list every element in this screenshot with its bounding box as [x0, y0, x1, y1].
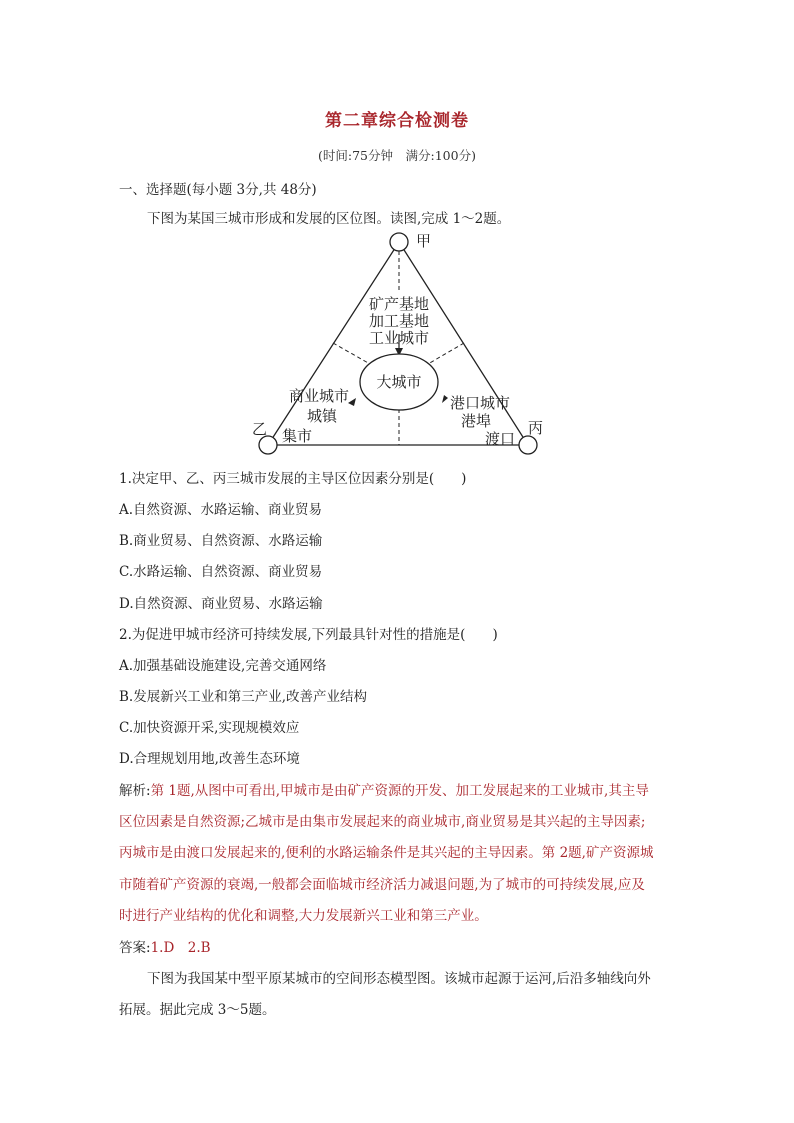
q1-option-a: A.自然资源、水路运输、商业贸易 — [119, 502, 323, 518]
answer-line — [119, 936, 211, 956]
section-heading: 一、选择题(每小题 3分,共 48分) — [119, 182, 317, 198]
right-label-3: 渡口 — [484, 430, 516, 448]
q2-option-a: A.加强基础设施建设,完善交通网络 — [119, 658, 327, 674]
analysis-line-4: 市随着矿产资源的衰竭,一般都会面临城市经济活力减退问题,为了城市的可持续发展,应及 — [119, 877, 645, 893]
analysis-text-1: 第 1题,从图中可看出,甲城市是由矿产资源的开发、加工发展起来的工业城市,其主导 — [150, 783, 649, 799]
q1-option-b: B.商业贸易、自然资源、水路运输 — [119, 533, 323, 549]
analysis-line-2: 区位因素是自然资源;乙城市是由集市发展起来的商业城市,商业贸易是其兴起的主导因素; — [119, 814, 646, 830]
analysis-line-3: 丙城市是由渡口发展起来的,便利的水路运输条件是其兴起的主导因素。第 2题,矿产资源城 — [119, 845, 654, 861]
intro-text: 下图为某国三城市形成和发展的区位图。读图,完成 1～2题。 — [147, 211, 511, 227]
top-city-label: 甲 — [416, 232, 432, 250]
dashed-line-right — [428, 343, 464, 364]
top-label-2: 加工基地 — [368, 312, 430, 330]
q2-option-d: D.合理规划用地,改善生态环境 — [119, 751, 300, 767]
q2-option-b: B.发展新兴工业和第三产业,改善产业结构 — [119, 689, 368, 705]
right-city-label: 丙 — [528, 419, 544, 437]
question-2-stem: 2.为促进甲城市经济可持续发展,下列最具针对性的措施是( ) — [119, 627, 498, 643]
analysis-line-5: 时进行产业结构的优化和调整,大力发展新兴工业和第三产业。 — [119, 908, 488, 924]
page-title: 第二章综合检测卷 — [325, 111, 469, 131]
answer-label: 答案: — [119, 940, 151, 956]
q2-option-c: C.加快资源开采,实现规模效应 — [119, 720, 300, 736]
city-location-diagram — [250, 226, 550, 462]
right-label-1: 港口城市 — [449, 394, 511, 412]
left-city-label: 乙 — [252, 420, 268, 438]
analysis-label: 解析: — [119, 783, 151, 799]
answer-text: 1.D 2.B — [150, 940, 211, 956]
question-1-stem: 1.决定甲、乙、丙三城市发展的主导区位因素分别是( ) — [119, 471, 467, 487]
intro-2-line-1: 下图为我国某中型平原某城市的空间形态模型图。该城市起源于运河,后沿多轴线向外 — [147, 971, 651, 987]
analysis-line-1 — [119, 779, 649, 799]
left-label-3: 集市 — [281, 427, 313, 445]
city-circle-left — [259, 436, 277, 454]
exam-info: (时间:75分钟 满分:100分) — [318, 148, 476, 163]
center-label: 大城市 — [376, 373, 422, 391]
arrow-head-left — [348, 398, 356, 406]
top-label-3: 工业城市 — [368, 329, 430, 347]
intro-2-line-2: 拓展。据此完成 3～5题。 — [119, 1002, 276, 1018]
right-label-2: 港埠 — [460, 412, 492, 430]
left-label-2: 城镇 — [306, 407, 338, 425]
q1-option-c: C.水路运输、自然资源、商业贸易 — [119, 564, 323, 580]
arrow-head-right — [442, 395, 448, 403]
left-label-1: 商业城市 — [288, 387, 350, 405]
dashed-line-left — [333, 343, 370, 364]
q1-option-d: D.自然资源、商业贸易、水路运输 — [119, 596, 323, 612]
city-circle-right — [519, 436, 537, 454]
city-circle-top — [390, 233, 408, 251]
top-label-1: 矿产基地 — [368, 295, 430, 313]
